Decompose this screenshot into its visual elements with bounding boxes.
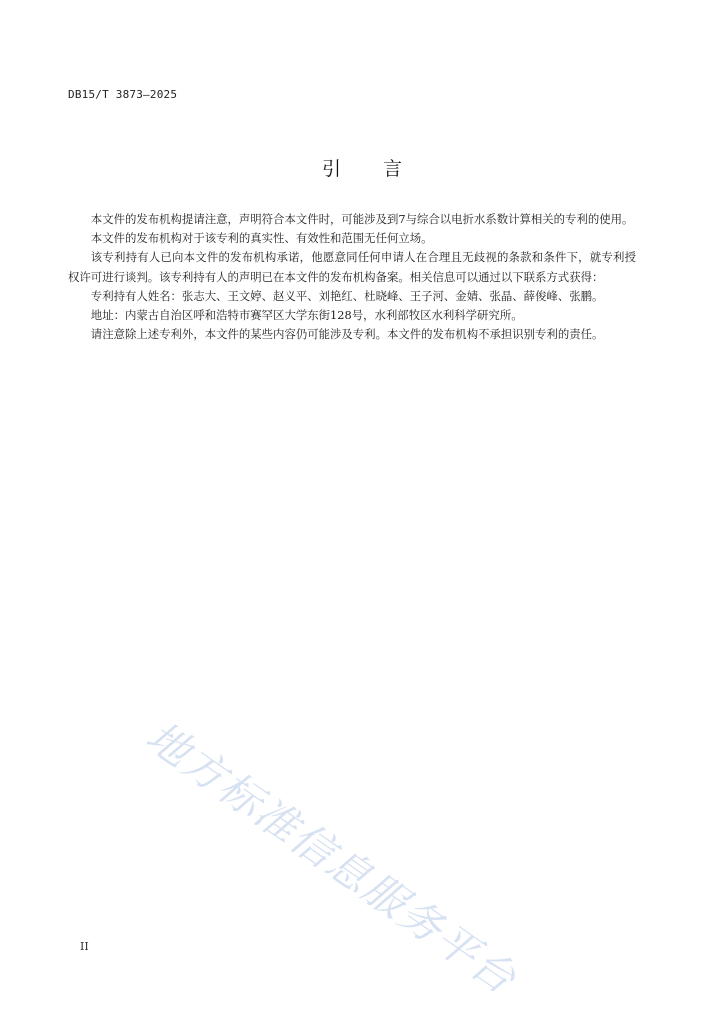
watermark: 地方标准信息服务平台 (137, 711, 526, 1005)
paragraph-disclaimer: 请注意除上述专利外，本文件的某些内容仍可能涉及专利。本文件的发布机构不承担识别专利的责任。 (90, 327, 604, 342)
page-title-part2: 言 (383, 158, 403, 180)
document-body (68, 210, 636, 344)
paragraph-patent-notice: 本文件的发布机构提请注意，声明符合本文件时，可能涉及到7与综合以电折水系数计算相关的专利的使用。 (90, 212, 634, 226)
page-number: II (80, 940, 89, 953)
paragraph-no-position: 本文件的发布机构对于该专利的真实性、有效性和范围无任何立场。 (90, 231, 433, 246)
paragraph-holder-commitment: 该专利持有人已向本文件的发布机构承诺，他愿意同任何申请人在合理且无歧视的条款和条件下，就专利授权许可进行谈判。该专利持有人的声明已在本文件的发布机构备案。相关信息可以通过以下联系方式获得： (68, 250, 636, 284)
standard-code: DB15/T 3873—2025 (68, 88, 178, 101)
page-title-part1: 引 (321, 158, 341, 180)
page-title (0, 154, 724, 181)
paragraph-address: 地址：内蒙古自治区呼和浩特市赛罕区大学东街128号，水利部牧区水利科学研究所。 (90, 308, 523, 323)
paragraph-holder-names: 专利持有人姓名：张志大、王文婷、赵义平、刘艳红、杜晓峰、王子河、金婧、张晶、薛俊峰、张鹏。 (90, 288, 604, 303)
